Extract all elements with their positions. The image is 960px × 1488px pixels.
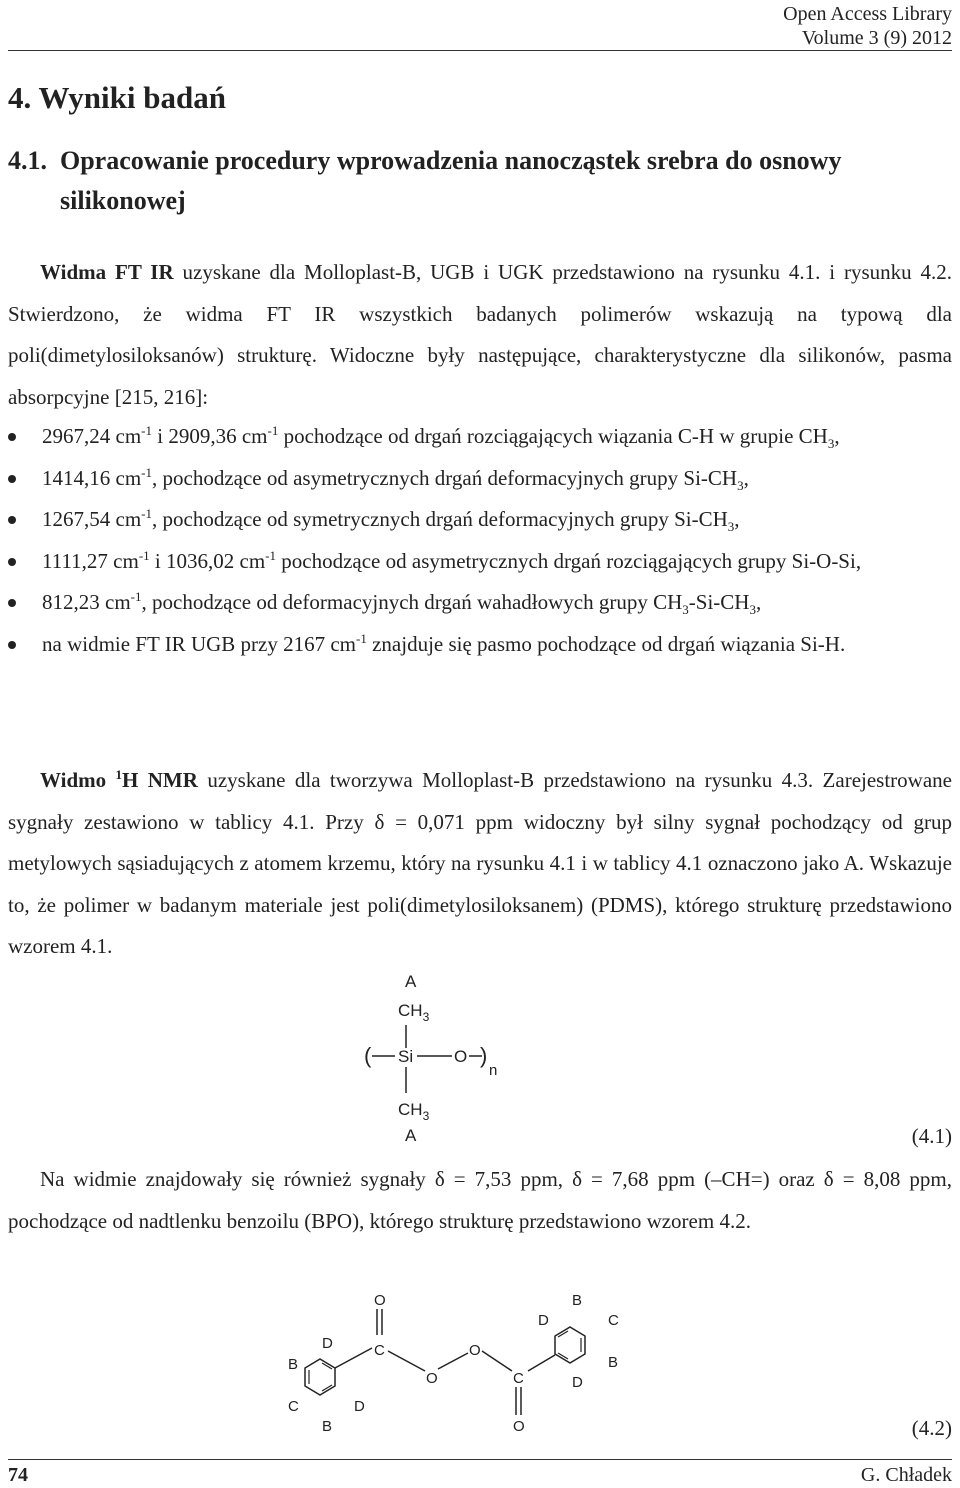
band-text: , pochodzące od symetrycznych drgań deformacyjnych grupy Si-CH <box>152 507 728 531</box>
label-b4: B <box>608 1354 619 1371</box>
band-text: , pochodzące od deformacyjnych drgań wahadłowych grupy CH <box>141 590 683 614</box>
bullet-icon <box>8 599 16 607</box>
o-atom: O <box>454 1047 468 1066</box>
band-sup: -1 <box>130 589 142 604</box>
list-item <box>8 541 952 583</box>
list-item <box>8 416 952 458</box>
label-c1: C <box>288 1398 299 1415</box>
paragraph-nmr-text: uzyskane dla tworzywa Molloplast-B przedstawiono na rysunku 4.3. Zarejestrowane sygnały zestawiono w tablicy 4.1. Przy δ = 0,071 ppm widoczny był silny sygnał pochodzący od grup metylowych sąsiadujących z atomem krzemu, który na rysunku 4.1 i w tablicy 4.1 oznaczono jako A. Wskazuje to, że polimer w badanym materiale jest poli(dimetylosiloksanem) (PDMS), którego strukturę przedstawiono wzorem 4.1. <box>8 768 952 958</box>
bond-o-o <box>438 1353 468 1369</box>
bond-c-ring <box>528 1355 555 1371</box>
band-text: , <box>755 590 762 614</box>
section-title: 4. Wyniki badań <box>8 80 226 115</box>
nmr-lead-sup: 1 <box>115 767 123 782</box>
label-b1: B <box>288 1356 299 1373</box>
header-volume: Volume 3 (9) 2012 <box>801 27 952 49</box>
band-text: , pochodzące od asymetrycznych drgań deformacyjnych grupy Si-CH <box>152 465 738 490</box>
paren-right: ) <box>480 1043 488 1068</box>
si-atom: Si <box>398 1047 414 1066</box>
band-sub: 3 <box>727 519 735 535</box>
bond-c-o <box>388 1351 425 1371</box>
ch3-top <box>398 1001 430 1024</box>
bullet-icon <box>8 516 16 524</box>
label-d2: D <box>354 1398 365 1415</box>
label-o-bottom-right: O <box>513 1418 525 1435</box>
paren-left: ( <box>364 1043 372 1068</box>
label-d4: D <box>572 1374 583 1391</box>
label-c-right: C <box>513 1370 524 1387</box>
equation-number-4-2: (4.2) <box>911 1416 952 1440</box>
band-sub: 3 <box>682 602 689 618</box>
nmr-lead-1: Widmo <box>40 768 116 792</box>
ch3-bottom-text: CH <box>398 1100 423 1119</box>
band-text: 1414,16 cm <box>42 465 142 490</box>
band-text: znajduje się pasmo pochodzące od drgań wiązania Si-H. <box>366 631 846 656</box>
bullet-icon <box>8 433 16 441</box>
band-sup: -1 <box>356 630 367 646</box>
footer-author: G. Chładek <box>860 1464 952 1486</box>
band-sub: 3 <box>737 477 744 493</box>
band-text: i 2909,36 cm <box>152 424 268 448</box>
band-text: i 1036,02 cm <box>149 548 266 573</box>
list-item <box>8 582 952 624</box>
list-item <box>8 624 952 666</box>
band-sup: -1 <box>141 464 152 480</box>
label-d1: D <box>322 1335 333 1352</box>
band-text: 812,23 cm <box>42 590 131 614</box>
band-sup: -1 <box>141 423 152 438</box>
formula-pdms <box>350 965 530 1145</box>
band-text: , <box>734 507 740 531</box>
bullet-icon <box>8 475 16 483</box>
band-text: , <box>743 465 749 490</box>
subsection-line1: Opracowanie procedury wprowadzenia nanocząstek srebra do osnowy <box>60 146 842 175</box>
band-text: -Si-CH <box>688 590 750 614</box>
label-d3: D <box>538 1312 549 1329</box>
band-sup: -1 <box>267 423 279 438</box>
bond-ring-c <box>335 1348 372 1368</box>
header-rule <box>8 50 952 51</box>
paragraph-ftir <box>8 252 952 418</box>
label-b3: B <box>572 1292 583 1309</box>
label-o-mid-right: O <box>469 1342 481 1359</box>
equation-number-4-1: (4.1) <box>911 1124 952 1148</box>
band-sup: -1 <box>265 547 277 563</box>
running-header <box>783 2 952 50</box>
paragraph-bpo: Na widmie znajdowały się również sygnały δ = 7,53 ppm, δ = 7,68 ppm (–CH=) oraz δ = 8,08 ppm, pochodzące od nadtlenku benzoilu (BPO), którego strukturę przedstawiono wzorem 4.2. <box>8 1167 952 1233</box>
band-sup: -1 <box>141 506 152 521</box>
bullet-icon <box>8 641 16 649</box>
subsection-title <box>8 141 841 221</box>
band-sub: 3 <box>827 436 835 452</box>
page-number: 74 <box>8 1464 28 1486</box>
list-item <box>8 458 952 500</box>
absorption-bands-list <box>8 416 952 665</box>
ch3-top-text: CH <box>398 1001 423 1020</box>
ch3-top-sub: 3 <box>422 1010 430 1024</box>
label-a-top: A <box>405 972 417 991</box>
bullet-icon <box>8 558 16 566</box>
bond-o-c <box>482 1351 512 1371</box>
label-o-top-left: O <box>374 1292 386 1309</box>
band-text: pochodzące od asymetrycznych drgań rozciągających grupy Si-O-Si, <box>276 548 862 573</box>
band-text: na widmie FT IR UGB przy 2167 cm <box>42 631 356 656</box>
band-text: 1267,54 cm <box>42 507 142 531</box>
label-a-bottom: A <box>405 1126 417 1145</box>
nmr-lead-2: H NMR <box>122 768 198 792</box>
list-item <box>8 499 952 541</box>
formula-bpo <box>270 1285 650 1445</box>
label-c3: C <box>608 1312 619 1329</box>
band-sub: 3 <box>749 602 756 618</box>
subsection-number: 4.1. <box>8 146 47 175</box>
paragraph-ftir-text: uzyskane dla Molloplast-B, UGB i UGK przedstawiono na rysunku 4.1. i rysunku 4.2. Stwierdzono, że widma FT IR wszystkich badanych polimerów wskazują na typową dla poli(dimetylosiloksanów) strukturę. Widoczne były następujące, charakterystyczne dla silikonów, pasma absorpcyjne [215, 216]: <box>8 260 953 409</box>
label-o-mid-left: O <box>426 1370 438 1387</box>
band-text: , <box>834 424 840 448</box>
paragraph-ftir-lead: Widma FT IR <box>40 260 174 284</box>
ch3-bottom-sub: 3 <box>422 1109 430 1123</box>
header-library: Open Access Library <box>783 3 952 25</box>
footer-rule <box>8 1459 952 1460</box>
subsection-line2: silikonowej <box>60 186 186 215</box>
label-c-left: C <box>374 1342 385 1359</box>
repeat-n: n <box>489 1062 498 1079</box>
ch3-bottom <box>398 1100 430 1123</box>
label-b2: B <box>322 1418 333 1435</box>
band-text: 1111,27 cm <box>42 548 139 573</box>
band-sup: -1 <box>138 547 150 563</box>
band-text: pochodzące od drgań rozciągających wiązania C-H w grupie CH <box>278 424 828 448</box>
band-text: 2967,24 cm <box>42 424 142 448</box>
paragraph-nmr <box>8 760 952 968</box>
paragraph-nmr-lead <box>40 768 198 792</box>
